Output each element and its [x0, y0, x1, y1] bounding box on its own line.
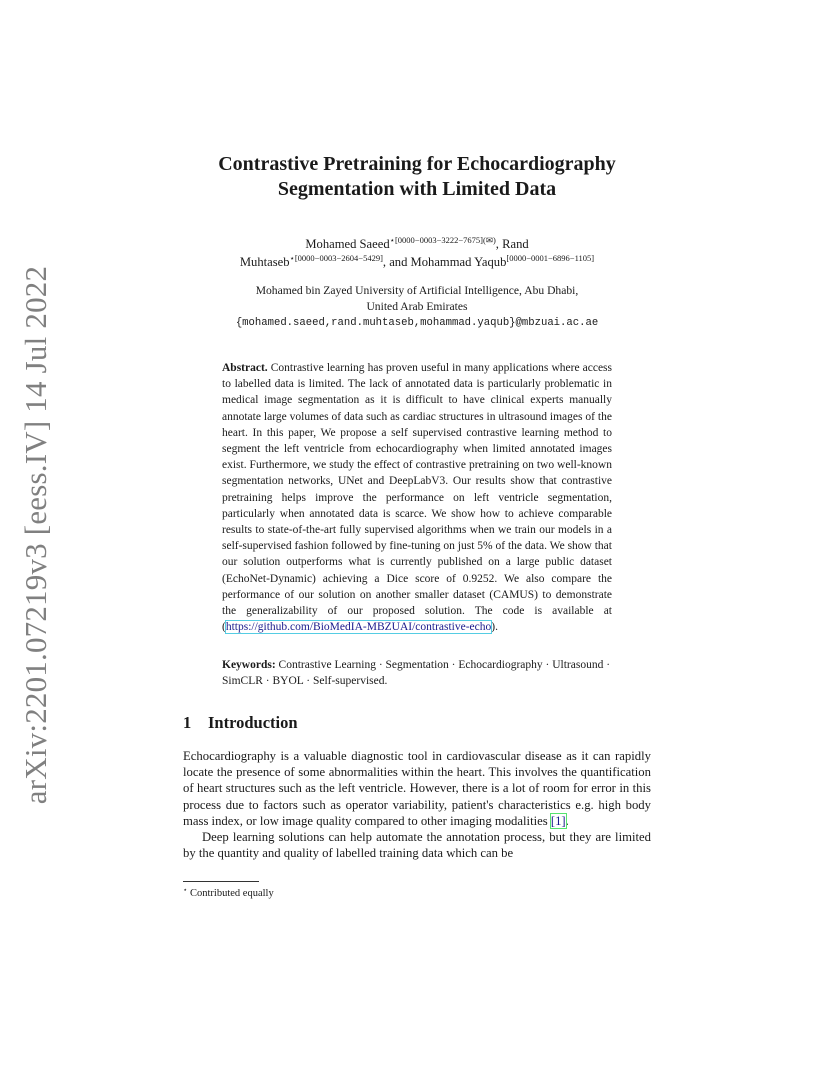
paragraph-text: Echocardiography is a valuable diagnostic tool in cardiovascular disease as it can rapidly locate the presence of some abnormalities within the heart. This involves the quantification of heart structures such as the left ventricle. However, there is a lot of room for error in this process due to factors such as operator variability, patient's characteristics e.g. high body mass index, or low image quality compared to other imaging modalities: [183, 749, 651, 828]
section-title: Introduction: [208, 713, 298, 732]
paper-title: [183, 152, 651, 202]
orcid-superscript: [0000−0001−6896−1105]: [506, 253, 595, 263]
arxiv-stamp: [18, 265, 54, 805]
footnote-text: Contributed equally: [190, 888, 274, 899]
code-link[interactable]: https://github.com/BioMedIA-MBZUAI/contrastive-echo: [225, 621, 492, 634]
orcid-superscript: ⋆[0000−0003−3222−7675](✉): [389, 235, 496, 245]
keywords-text: Contrastive Learning · Segmentation · Echocardiography · Ultrasound · SimCLR · BYOL · Self-supervised.: [222, 659, 611, 688]
author-name: Muhtaseb: [239, 255, 290, 269]
paragraph: [183, 748, 651, 829]
author-name: Mohamed Saeed: [305, 237, 390, 251]
author-list: [183, 235, 651, 271]
affiliation: [183, 283, 651, 331]
paragraph: Deep learning solutions can help automate the annotation process, but they are limited by the quantity and quality of labelled training data which can be: [183, 830, 651, 861]
title-line-2: Segmentation with Limited Data: [277, 178, 557, 200]
section-number: 1: [183, 713, 192, 732]
footnote-rule: [183, 881, 259, 882]
author-line-1: [183, 235, 651, 253]
keywords: [222, 657, 612, 689]
keywords-label: Keywords:: [222, 659, 276, 671]
affiliation-line-2: United Arab Emirates: [366, 300, 468, 313]
orcid-superscript: ⋆[0000−0003−2604−5429]: [289, 253, 383, 263]
section-heading: [183, 713, 651, 733]
abstract-label: Abstract.: [222, 362, 268, 374]
abstract: [222, 360, 612, 635]
abstract-text: Contrastive learning has proven useful in many applications where access to labelled data is limited. The lack of annotated data is particularly problematic in medical image segmentation as it is difficult to have clinical experts manually annotate large volumes of data such as cardiac structures in ultrasound images of the heart. In this paper, We propose a self supervised contrastive learning method to segment the left ventricle from echocardiography when limited annotated images exist. Furthermore, we study the effect of contrastive pretraining on two well-known segmentation networks, UNet and DeepLabV3. Our results show that contrastive pretraining helps improve the performance on left ventricle segmentation, particularly when annotated data is scarce. We show how to achieve comparable results to state-of-the-art fully supervised algorithms when we train our models in a self-supervised fashion followed by fine-tuning on just 5% of the data. We show that our solution outperforms what is currently published on a large public dataset (EchoNet-Dynamic) achieving a Dice score of 0.9252. We also compare the performance of our solution on another smaller dataset (CAMUS) to demonstrate the generalizability of our proposed solution. The code is available at (: [222, 362, 612, 634]
paragraph-text-end: .: [565, 813, 569, 828]
abstract-text-end: ).: [491, 621, 498, 634]
footnote-mark: ⋆: [183, 886, 188, 894]
title-line-1: Contrastive Pretraining for Echocardiography: [218, 153, 616, 175]
citation-link[interactable]: [1]: [550, 813, 566, 828]
author-line-2: [183, 253, 651, 271]
footnote: [183, 886, 651, 899]
author-separator: , Rand: [495, 237, 529, 251]
arxiv-stamp-text: arXiv:2201.07219v3 [eess.IV] 14 Jul 2022: [18, 265, 54, 805]
author-separator: , and Mohammad Yaqub: [382, 255, 507, 269]
section-body: [183, 748, 651, 861]
author-emails: {mohamed.saeed,rand.muhtaseb,mohammad.yaqub}@mbzuai.ac.ae: [235, 317, 599, 329]
affiliation-line-1: Mohamed bin Zayed University of Artificial Intelligence, Abu Dhabi,: [255, 284, 579, 297]
